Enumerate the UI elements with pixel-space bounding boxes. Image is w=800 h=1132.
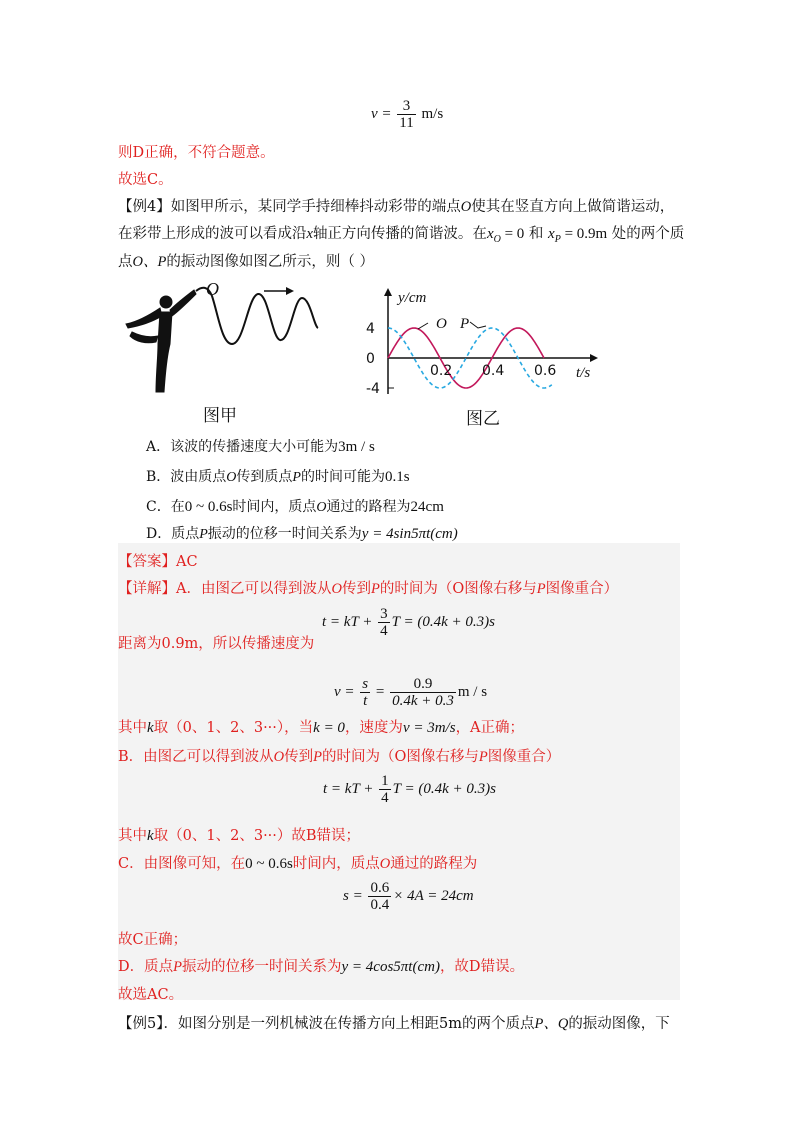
top-formula-unit: m/s <box>421 105 444 122</box>
line-choose-c: 故选C。 <box>118 172 173 188</box>
y-tick-label: 0 <box>366 351 375 367</box>
x-axis-arrow-icon <box>590 354 598 362</box>
ribbon-point-o-label: O <box>206 282 219 299</box>
figure-jia <box>122 282 342 397</box>
detail-a-line: 【详解】A．由图乙可以得到波从O传到P的时间为（O图像右移与P图像重合） <box>118 581 619 597</box>
option-c: C．在0 ~ 0.6s时间内，质点O通过的路程为24cm <box>146 499 444 515</box>
detail-b-line: B．由图乙可以得到波从O传到P的时间为（O图像右移与P图像重合） <box>118 749 561 765</box>
x-axis-label: t/s <box>576 365 591 381</box>
y-axis-label: y/cm <box>398 290 427 306</box>
y-tick-label: 4 <box>366 321 375 337</box>
example4-line1: 【例4】如图甲所示，某同学手持细棒抖动彩带的端点O使其在竖直方向上做简谐运动， <box>118 199 675 215</box>
top-formula-fraction: $\frac{3}{11}$ <box>399 98 414 131</box>
curve-o-leader <box>418 323 428 329</box>
formula-time-b: t = kT + $\frac{1}{4}$ T = (0.4k + 0.3)s <box>323 773 496 806</box>
dancer-silhouette <box>126 290 196 392</box>
figure-yi-chart <box>362 288 602 400</box>
x-tick-label: 0.2 <box>430 363 453 379</box>
option-a: A．该波的传播速度大小可能为3m / s <box>146 439 375 455</box>
example4-line3: 点O、P的振动图像如图乙所示，则（ ） <box>118 254 374 270</box>
k-line-2: 其中k取（0、1、2、3···）故B错误； <box>118 828 361 844</box>
final-answer-line: 故选AC。 <box>118 987 184 1003</box>
curve-p-label: P <box>460 316 470 332</box>
figure-yi-label: 图乙 <box>466 409 500 429</box>
figure-jia-label: 图甲 <box>203 406 237 426</box>
formula-path: s = $\frac{0.6}{0.4}$ × 4A = 24cm <box>343 880 474 913</box>
example4-line2: 在彩带上形成的波可以看成沿x轴正方向传播的简谐波。在$x_O = 0$ 和 $x_P = 0.9m$ 处的两个质 <box>118 226 685 245</box>
example5-line: 【例5】．如图分别是一列机械波在传播方向上相距5m的两个质点P、Q的振动图像，下 <box>118 1016 670 1032</box>
answer-tag: 【答案】AC <box>118 554 198 570</box>
arrow-head-icon <box>286 287 294 295</box>
formula-time-a: t = kT + $\frac{3}{4}$ T = (0.4k + 0.3)s <box>322 606 495 639</box>
k-line-1: 其中k取（0、1、2、3···），当k = 0，速度为v = 3m/s，A正确； <box>118 720 525 736</box>
line-d-correct: 则D正确，不符合题意。 <box>118 145 275 161</box>
curve-p-leader <box>470 322 486 328</box>
y-tick-label: -4 <box>366 381 380 397</box>
y-axis-arrow-icon <box>384 288 392 296</box>
option-d: D．质点P振动的位移一时间关系为y = 4sin5πt(cm) <box>146 526 458 542</box>
top-formula <box>371 98 443 131</box>
x-tick-label: 0.4 <box>482 363 505 379</box>
option-b: B．波由质点O传到质点P的时间可能为0.1s <box>146 469 410 485</box>
detail-d-line: D．质点P振动的位移一时间关系为y = 4cos5πt(cm)，故D错误。 <box>118 959 525 975</box>
distance-line: 距离为0.9m，所以传播速度为 <box>118 636 315 652</box>
detail-c-line: C．由图像可知，在0 ~ 0.6s时间内，质点O通过的路程为 <box>118 856 478 872</box>
top-formula-lhs: v = <box>371 105 392 122</box>
curve-o-label: O <box>436 316 447 332</box>
formula-speed: v = $\frac{s}{t}$ = $\frac{0.9}{0.4k + 0.3}$ m / s <box>334 676 488 709</box>
x-tick-label: 0.6 <box>534 363 557 379</box>
c-correct-line: 故C正确； <box>118 932 188 948</box>
